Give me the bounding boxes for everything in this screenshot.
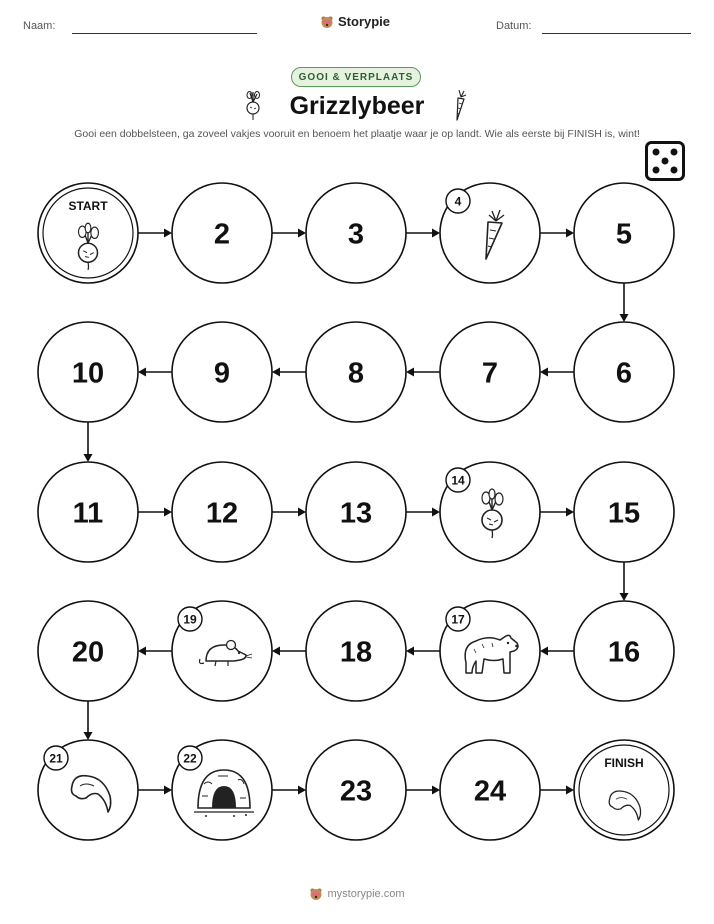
date-label: Datum: bbox=[496, 20, 532, 32]
path-arrow bbox=[272, 786, 306, 795]
board-cell-3[interactable] bbox=[306, 183, 406, 283]
board-cell-9[interactable] bbox=[172, 322, 272, 422]
path-arrow bbox=[540, 647, 574, 656]
cell-number: 21 bbox=[49, 751, 63, 766]
path-arrow bbox=[84, 422, 93, 462]
bear-mascot-icon bbox=[309, 887, 323, 901]
board-cell-12[interactable] bbox=[172, 462, 272, 562]
board-cell-7[interactable] bbox=[440, 322, 540, 422]
board-cell-21[interactable] bbox=[38, 740, 138, 840]
cell-number: 10 bbox=[71, 357, 105, 390]
cell-number: 13 bbox=[339, 497, 373, 530]
path-arrow bbox=[406, 508, 440, 517]
brand-name: Storypie bbox=[338, 14, 391, 29]
board-cell-20[interactable] bbox=[38, 601, 138, 701]
path-arrow bbox=[138, 229, 172, 238]
cell-number: 15 bbox=[607, 497, 641, 530]
board-cell-11[interactable] bbox=[38, 462, 138, 562]
cell-number: 9 bbox=[213, 357, 231, 390]
path-arrow bbox=[272, 508, 306, 517]
cell-number: 24 bbox=[473, 775, 507, 808]
cell-number: 8 bbox=[347, 357, 365, 390]
board-cell-10[interactable] bbox=[38, 322, 138, 422]
cell-number: 12 bbox=[205, 497, 239, 530]
cell-number: 22 bbox=[183, 751, 197, 766]
board-cell-14[interactable] bbox=[440, 462, 540, 562]
footer bbox=[0, 887, 714, 901]
start-cell[interactable] bbox=[38, 183, 138, 283]
path-arrow bbox=[272, 229, 306, 238]
finish-cell[interactable] bbox=[574, 740, 674, 840]
cell-number: 4 bbox=[454, 194, 462, 209]
path-arrow bbox=[406, 229, 440, 238]
cell-number: 17 bbox=[451, 612, 465, 627]
path-arrow bbox=[138, 647, 172, 656]
path-arrow bbox=[138, 508, 172, 517]
finish-label: FINISH bbox=[604, 756, 644, 770]
path-arrow bbox=[406, 368, 440, 377]
cell-number: 18 bbox=[339, 636, 373, 669]
board-cell-13[interactable] bbox=[306, 462, 406, 562]
board-cells bbox=[38, 183, 674, 840]
board-cell-23[interactable] bbox=[306, 740, 406, 840]
game-type-badge: GOOI & VERPLAATS bbox=[291, 67, 421, 87]
footer-url: mystorypie.com bbox=[327, 888, 405, 900]
board-cell-15[interactable] bbox=[574, 462, 674, 562]
cell-number: 20 bbox=[71, 636, 105, 669]
path-arrow bbox=[138, 786, 172, 795]
board-cell-2[interactable] bbox=[172, 183, 272, 283]
cell-number: 19 bbox=[183, 612, 197, 627]
path-arrow bbox=[138, 368, 172, 377]
path-arrow bbox=[540, 229, 574, 238]
board-cell-6[interactable] bbox=[574, 322, 674, 422]
board-cell-19[interactable] bbox=[172, 601, 272, 701]
board-cell-4[interactable] bbox=[440, 183, 540, 283]
path-arrow bbox=[540, 786, 574, 795]
cell-number: 3 bbox=[347, 218, 365, 251]
page-title: Grizzlybeer bbox=[289, 92, 425, 120]
board-cell-16[interactable] bbox=[574, 601, 674, 701]
path-arrow bbox=[540, 508, 574, 517]
cell-number: 7 bbox=[481, 357, 499, 390]
board-cell-8[interactable] bbox=[306, 322, 406, 422]
name-label: Naam: bbox=[23, 20, 56, 32]
path-arrow bbox=[406, 647, 440, 656]
path-arrow bbox=[620, 562, 629, 601]
board-cell-24[interactable] bbox=[440, 740, 540, 840]
cell-number: 5 bbox=[615, 218, 633, 251]
path-arrow bbox=[272, 368, 306, 377]
board-cell-22[interactable] bbox=[172, 740, 272, 840]
path-arrow bbox=[540, 368, 574, 377]
cell-number: 23 bbox=[339, 775, 373, 808]
board-cell-17[interactable] bbox=[440, 601, 540, 701]
start-label: START bbox=[68, 199, 108, 213]
cell-number: 2 bbox=[213, 218, 231, 251]
board-cell-5[interactable] bbox=[574, 183, 674, 283]
path-arrow bbox=[620, 283, 629, 322]
cell-number: 14 bbox=[451, 473, 465, 488]
instructions: Gooi een dobbelsteen, ga zoveel vakjes vooruit en benoem het plaatje waar je op landt. Wie als eerste bij FINISH is, wint! bbox=[74, 128, 640, 140]
cell-number: 16 bbox=[607, 636, 641, 669]
path-arrow bbox=[406, 786, 440, 795]
path-arrow bbox=[272, 647, 306, 656]
cell-number: 11 bbox=[72, 497, 104, 530]
cell-number: 6 bbox=[615, 357, 633, 390]
path-arrow bbox=[84, 701, 93, 740]
board-cell-18[interactable] bbox=[306, 601, 406, 701]
